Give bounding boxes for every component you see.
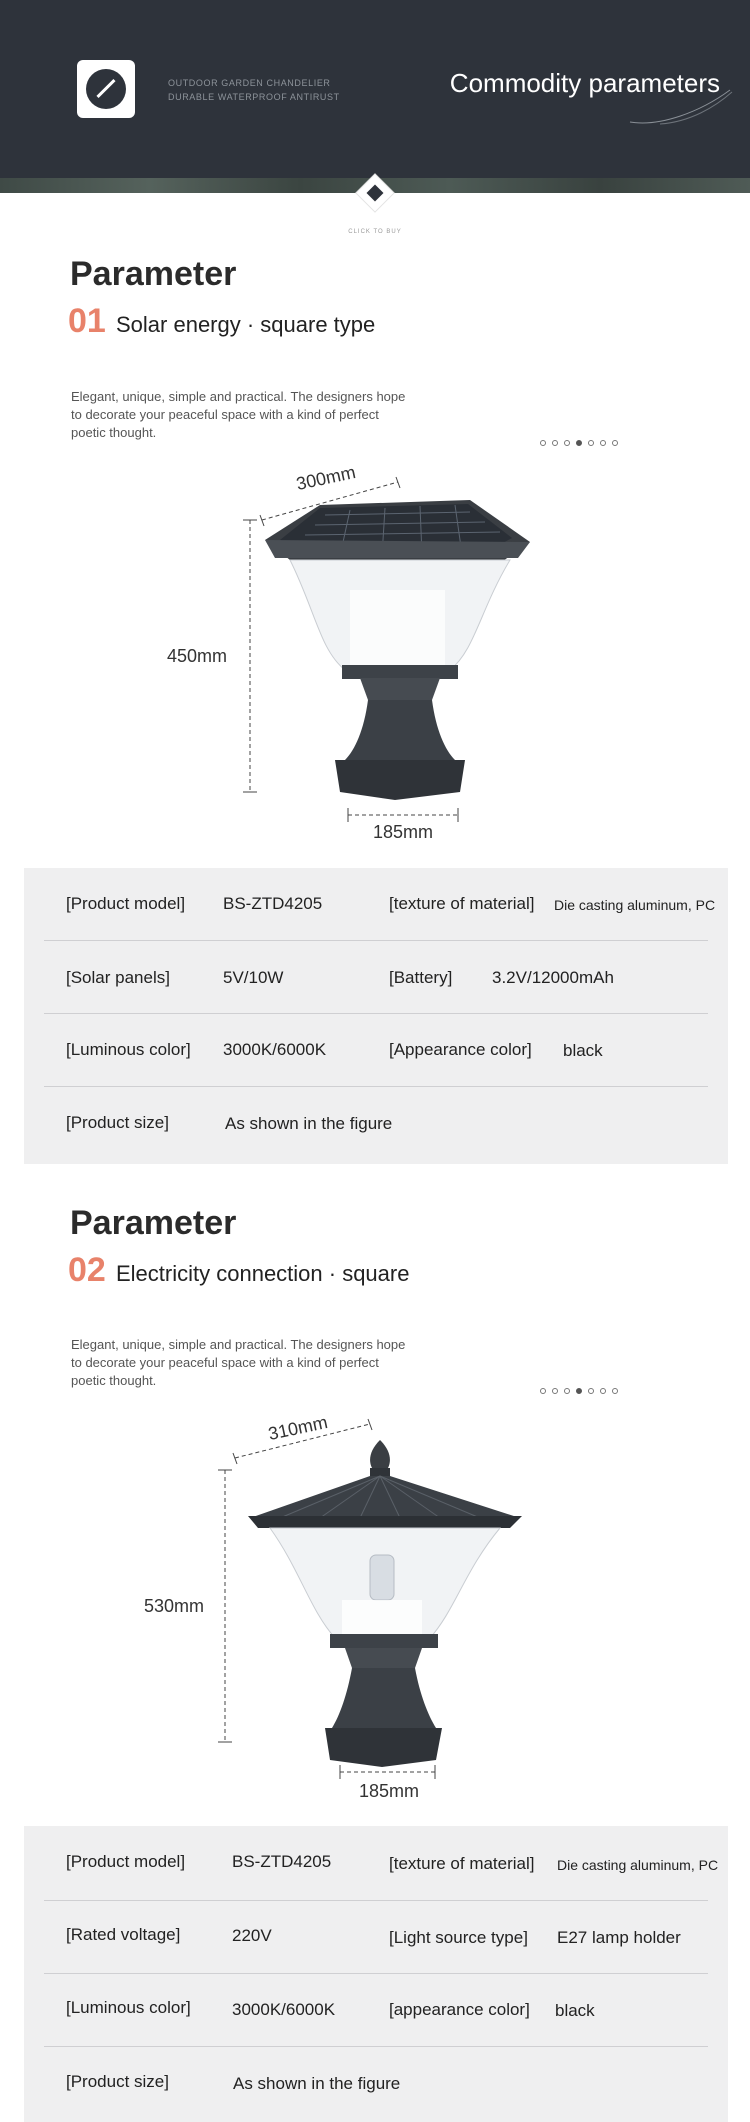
spec-label: [Product size] (66, 1113, 169, 1132)
section-description: Elegant, unique, simple and practical. The designers hope to decorate your peaceful space with a kind of perfect poetic thought. (71, 1337, 406, 1388)
spec-value: 3000K/6000K (223, 1040, 327, 1059)
row-divider (44, 1086, 708, 1087)
spec-value: BS-ZTD4205 (223, 894, 323, 913)
row-divider (44, 1013, 708, 1014)
spec-value: BS-ZTD4205 (232, 1852, 332, 1871)
click-to-buy-badge[interactable] (357, 175, 393, 211)
section-number: 01 (68, 302, 106, 340)
spec-value: black (563, 1041, 603, 1060)
header-tagline: OUTDOOR GARDEN CHANDELIER DURABLE WATERPROOF ANTIRUST (168, 78, 340, 102)
logo (77, 60, 135, 118)
spec-table (24, 868, 728, 1164)
section-description: Elegant, unique, simple and practical. The designers hope to decorate your peaceful space with a kind of perfect poetic thought. (71, 389, 406, 440)
spec-value: 5V/10W (223, 968, 284, 987)
spec-label: [Luminous color] (66, 1040, 191, 1059)
section-number: 02 (68, 1251, 106, 1289)
spec-value: 220V (232, 1926, 272, 1945)
pen-icon (86, 69, 126, 109)
spec-label: [Light source type] (389, 1928, 528, 1947)
spec-value: As shown in the figure (233, 2074, 401, 2093)
spec-label: [texture of material] (389, 894, 535, 913)
spec-label: [Appearance color] (389, 1040, 532, 1059)
spec-label: [Product model] (66, 1852, 186, 1871)
dimension-width: 310mm (266, 1411, 330, 1445)
section-subtitle: Electricity connection · square (116, 1261, 410, 1286)
row-divider (44, 2046, 708, 2047)
spec-label: [appearance color] (389, 2000, 530, 2019)
section-title: Parameter (70, 255, 237, 293)
spec-value: Die casting aluminum, PC (554, 897, 716, 913)
spec-label: [Product model] (66, 894, 186, 913)
spec-label: [Battery] (389, 968, 453, 987)
click-to-buy-label[interactable]: CLICK TO BUY (348, 229, 402, 235)
spec-value: E27 lamp holder (557, 1928, 681, 1947)
header-banner (0, 0, 750, 193)
spec-value: 3.2V/12000mAh (492, 968, 614, 987)
dimension-height: 450mm (167, 646, 228, 666)
spec-label: [texture of material] (389, 1854, 535, 1873)
header-title: Commodity parameters (449, 68, 720, 98)
spec-label: [Rated voltage] (66, 1925, 181, 1944)
spec-label: [Luminous color] (66, 1998, 191, 2017)
spec-value: As shown in the figure (225, 1114, 393, 1133)
swirl-decoration (620, 82, 740, 132)
spec-label: [Product size] (66, 2072, 169, 2091)
row-divider (44, 940, 708, 941)
section-subtitle: Solar energy · square type (116, 312, 376, 337)
spec-value: 3000K/6000K (232, 2000, 336, 2019)
carousel-dots[interactable] (540, 1382, 630, 1392)
spec-value: black (555, 2001, 595, 2020)
dimension-width: 300mm (294, 461, 358, 495)
spec-value: Die casting aluminum, PC (557, 1857, 719, 1873)
spec-label: [Solar panels] (66, 968, 170, 987)
carousel-dots[interactable] (540, 434, 630, 444)
row-divider (44, 1900, 708, 1901)
dimension-base: 185mm (373, 822, 434, 842)
dimension-base: 185mm (359, 1781, 420, 1801)
row-divider (44, 1973, 708, 1974)
dimension-height: 530mm (144, 1596, 205, 1616)
section-title: Parameter (70, 1204, 237, 1242)
spec-table (24, 1826, 728, 2122)
